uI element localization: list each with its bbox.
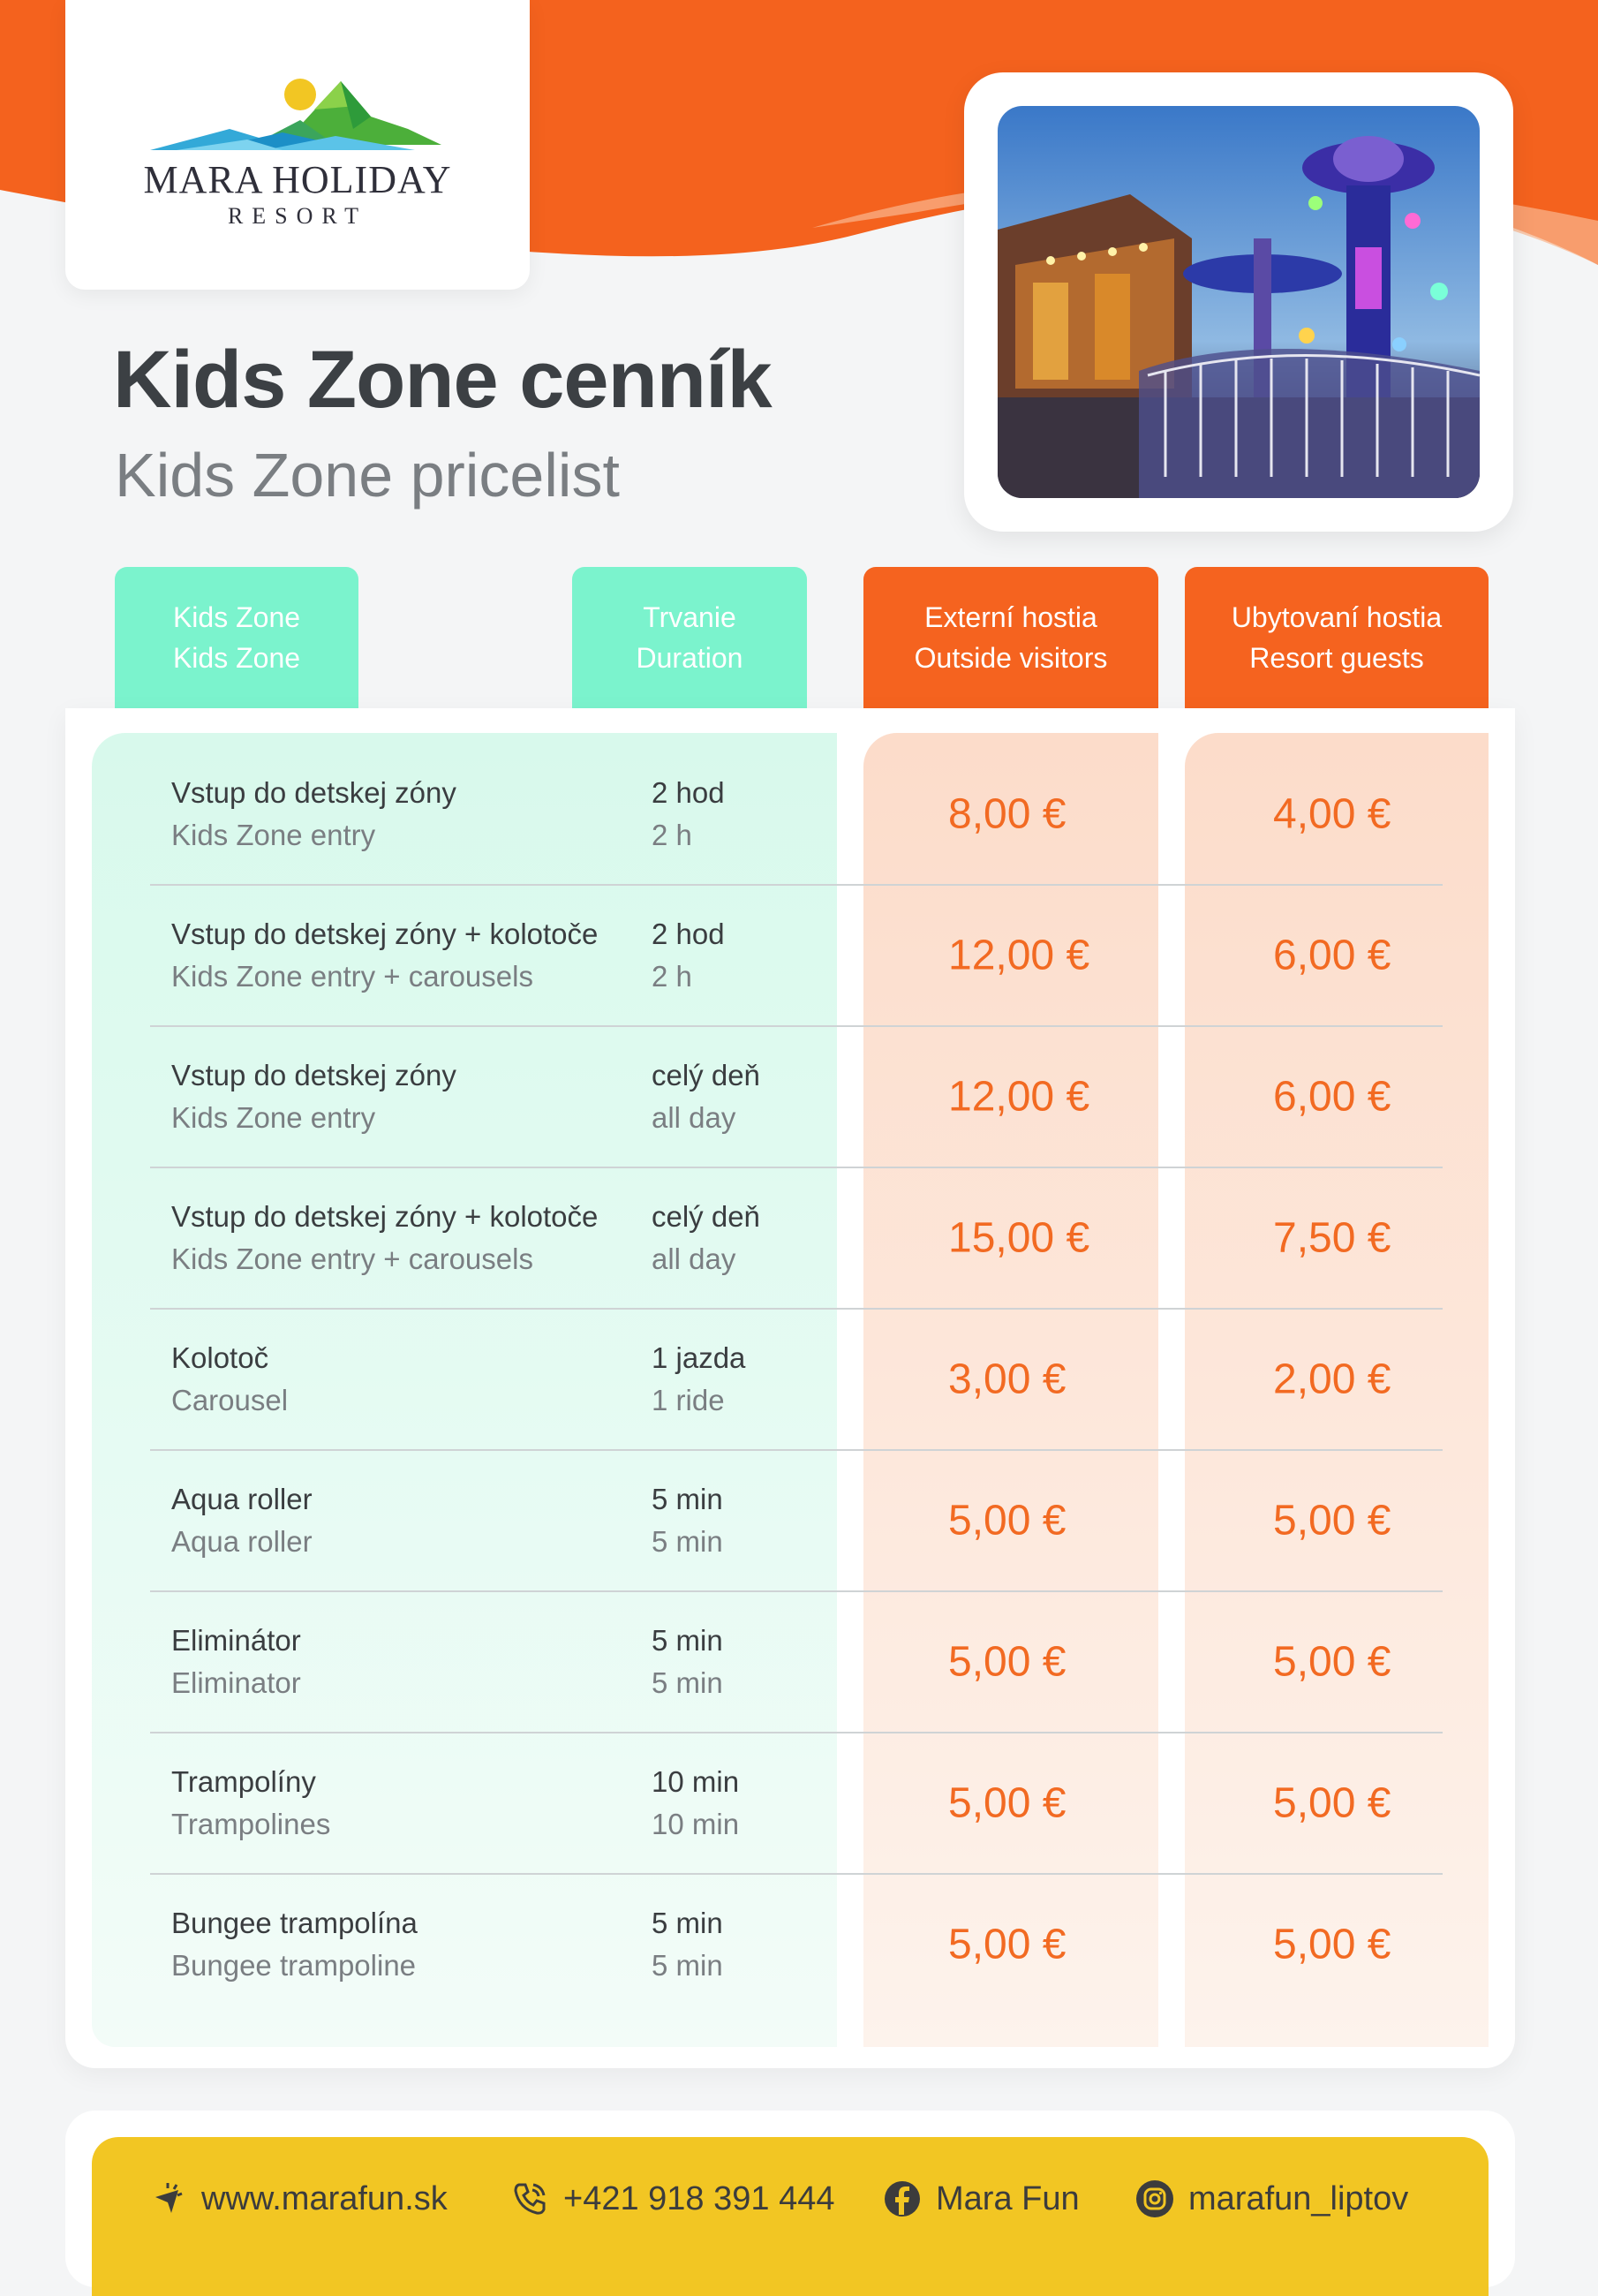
price-outside: 15,00 € — [948, 1214, 1090, 1262]
item-name-en: Kids Zone entry — [171, 1101, 376, 1134]
duration-sk: 1 jazda — [652, 1341, 746, 1374]
header-outside-visitors-en: Outside visitors — [914, 642, 1108, 674]
brand-name: MARA HOLIDAY — [143, 158, 452, 201]
phone-text: +421 918 391 444 — [563, 2179, 835, 2217]
header-duration-sk: Trvanie — [643, 601, 736, 633]
header-resort-guests-en: Resort guests — [1249, 642, 1424, 674]
duration-en: 5 min — [652, 1949, 723, 1982]
price-outside: 12,00 € — [948, 932, 1090, 979]
item-name-en: Kids Zone entry — [171, 819, 376, 851]
duration-sk: 5 min — [652, 1907, 723, 1939]
table-row — [150, 1875, 1443, 2014]
instagram-text: marafun_liptov — [1188, 2179, 1409, 2217]
item-name-sk: Aqua roller — [171, 1483, 313, 1515]
cursor-click-icon — [148, 2179, 187, 2218]
table-row — [150, 744, 1443, 886]
carousel-photo — [998, 106, 1480, 498]
price-guest: 6,00 € — [1273, 932, 1391, 979]
price-guest: 5,00 € — [1273, 1779, 1391, 1827]
duration-en: 5 min — [652, 1666, 723, 1699]
price-outside: 5,00 € — [948, 1779, 1067, 1827]
header-outside-visitors-sk: Externí hostia — [924, 601, 1097, 633]
facebook-link[interactable] — [883, 2176, 1080, 2222]
item-name-sk: Vstup do detskej zóny + kolotoče — [171, 1200, 599, 1233]
header-duration — [572, 567, 807, 708]
header-kids-zone-en: Kids Zone — [172, 642, 301, 674]
price-guest: 4,00 € — [1273, 790, 1391, 838]
table-row — [150, 1310, 1443, 1451]
duration-sk: celý deň — [652, 1200, 760, 1233]
page-subtitle: Kids Zone pricelist — [115, 441, 620, 510]
item-name-sk: Vstup do detskej zóny + kolotoče — [171, 918, 599, 950]
price-outside: 3,00 € — [948, 1356, 1067, 1403]
instagram-link[interactable] — [1135, 2176, 1408, 2222]
item-name-sk: Eliminátor — [171, 1624, 301, 1657]
item-name-en: Carousel — [171, 1384, 289, 1416]
mountain-logo-icon — [150, 74, 441, 154]
phone-link[interactable] — [510, 2176, 834, 2222]
duration-sk: 2 hod — [652, 776, 725, 809]
item-name-en: Trampolines — [171, 1808, 331, 1840]
item-name-en: Bungee trampoline — [171, 1949, 417, 1982]
brand-subtitle: RESORT — [227, 203, 368, 229]
duration-en: 2 h — [652, 819, 692, 851]
duration-en: 2 h — [652, 960, 692, 993]
price-guest: 5,00 € — [1273, 1638, 1391, 1686]
carousel-illustration — [998, 106, 1480, 498]
table-row — [150, 1027, 1443, 1168]
item-name-sk: Vstup do detskej zóny — [171, 776, 456, 809]
facebook-icon — [883, 2179, 922, 2218]
item-name-sk: Bungee trampolína — [171, 1907, 418, 1939]
logo-card — [65, 0, 530, 290]
item-name-en: Aqua roller — [171, 1525, 313, 1558]
item-name-sk: Trampolíny — [171, 1765, 316, 1798]
price-guest: 6,00 € — [1273, 1073, 1391, 1121]
header-outside-visitors — [863, 567, 1158, 708]
table-row — [150, 1168, 1443, 1310]
table-row — [150, 886, 1443, 1027]
duration-en: 5 min — [652, 1525, 723, 1558]
item-name-en: Kids Zone entry + carousels — [171, 1242, 533, 1275]
duration-en: 10 min — [652, 1808, 740, 1840]
price-outside: 8,00 € — [948, 790, 1067, 838]
header-resort-guests — [1185, 567, 1489, 708]
table-row — [150, 1733, 1443, 1875]
header-duration-en: Duration — [636, 642, 743, 674]
header-kids-zone-sk: Kids Zone — [172, 601, 301, 633]
duration-sk: 5 min — [652, 1624, 723, 1657]
item-name-en: Eliminator — [171, 1666, 301, 1699]
table-row — [150, 1451, 1443, 1592]
header-resort-guests-sk: Ubytovaní hostia — [1231, 601, 1443, 633]
page-title: Kids Zone cenník — [113, 335, 772, 425]
duration-sk: celý deň — [652, 1059, 760, 1091]
price-guest: 7,50 € — [1273, 1214, 1391, 1262]
facebook-text: Mara Fun — [936, 2179, 1080, 2217]
duration-en: 1 ride — [652, 1384, 725, 1416]
item-name-sk: Vstup do detskej zóny — [171, 1059, 456, 1091]
price-outside: 12,00 € — [948, 1073, 1090, 1121]
instagram-icon — [1135, 2179, 1174, 2218]
website-text: www.marafun.sk — [201, 2179, 448, 2217]
price-outside: 5,00 € — [948, 1638, 1067, 1686]
price-outside: 5,00 € — [948, 1921, 1067, 1968]
phone-icon — [510, 2179, 549, 2218]
price-guest: 2,00 € — [1273, 1356, 1391, 1403]
header-kids-zone — [115, 567, 358, 708]
duration-en: all day — [652, 1242, 736, 1275]
price-table — [150, 744, 1443, 2014]
price-guest: 5,00 € — [1273, 1921, 1391, 1968]
duration-sk: 10 min — [652, 1765, 740, 1798]
duration-en: all day — [652, 1101, 736, 1134]
duration-sk: 2 hod — [652, 918, 725, 950]
duration-sk: 5 min — [652, 1483, 723, 1515]
price-outside: 5,00 € — [948, 1497, 1067, 1545]
photo-card — [964, 72, 1513, 532]
table-row — [150, 1592, 1443, 1733]
website-link[interactable] — [148, 2176, 448, 2222]
price-guest: 5,00 € — [1273, 1497, 1391, 1545]
item-name-en: Kids Zone entry + carousels — [171, 960, 533, 993]
item-name-sk: Kolotoč — [171, 1341, 269, 1374]
